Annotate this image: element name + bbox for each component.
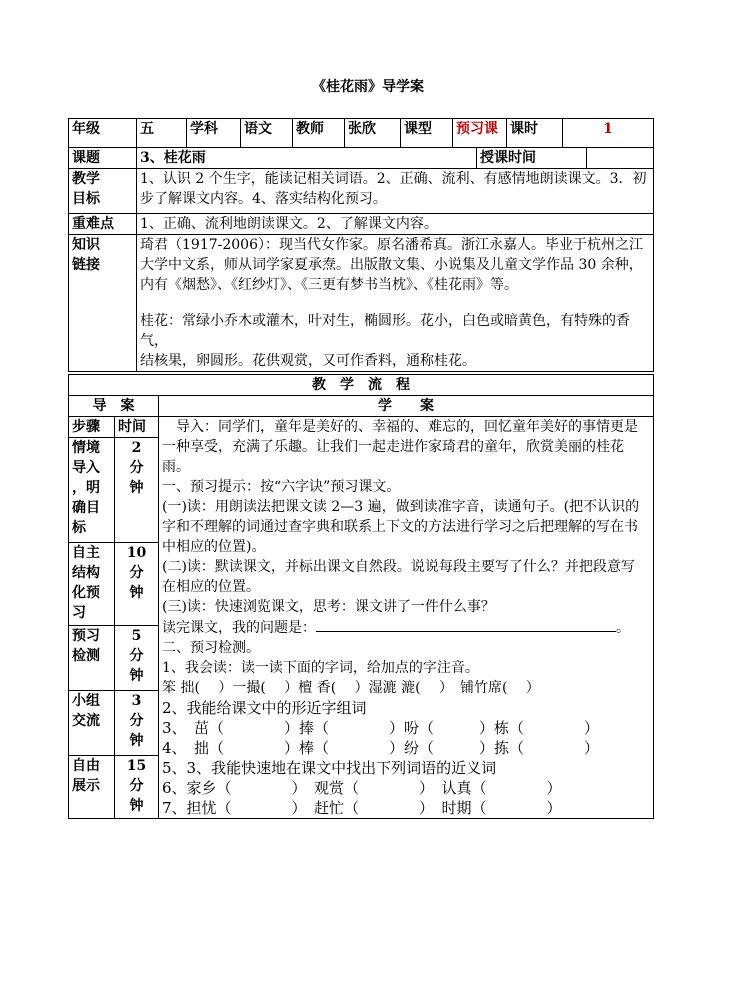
type-label: 课型 [401,119,453,148]
goals-label: 教学 目标 [69,169,137,214]
flow-title: 教 学 流 程 [69,375,654,396]
knowledge-text: 琦君（1917-2006）：现当代女作家。原名潘希真。浙江永嘉人。毕业于杭州之江 大学中文系，师从词学家夏承焘。出版散文集、小说集及儿童文学作品 30 余种， 内有《烟愁》、《红纱灯》、《三更有梦书当枕》、《桂花雨》等。 桂花：常绿小乔木或灌木，叶对生，椭圆形。花小，白色或暗黄色，有特殊的香气， 结核果，卵圆形。花供观赏，又可作香料，通称桂花。 [137,235,654,372]
step-time: 15 分 钟 [115,756,159,819]
study-header: 学 案 [159,396,654,417]
guide-header: 导 案 [69,396,159,417]
time-value [587,148,654,169]
hours-value: 1 [563,119,654,148]
time-label: 授课时间 [477,148,587,169]
step-time: 5 分 钟 [115,626,159,691]
step-header: 步骤 [69,417,115,438]
step-name: 预习 检测 [69,626,115,691]
teacher-value: 张欣 [345,119,401,148]
step-time: 3 分 钟 [115,691,159,756]
lesson-info-table [68,147,654,372]
goals-text: 1、认识 2 个生字，能读记相关词语。2、正确、流利、有感情地朗读课文。3．初 步了解课文内容。4、落实结构化预习。 [137,169,654,214]
step-name: 自由 展示 [69,756,115,819]
subject-label: 学科 [187,119,241,148]
time-header: 时间 [115,417,159,438]
subject-value: 语文 [241,119,293,148]
key-label: 重难点 [69,214,137,235]
knowledge-label: 知识 链接 [69,235,137,372]
step-name: 自主 结构 化预 习 [69,543,115,626]
key-text: 1、正确、流利地朗读课文。2、了解课文内容。 [137,214,654,235]
grade-label: 年级 [69,119,137,148]
info-table [68,118,654,148]
topic-value: 3、桂花雨 [137,148,477,169]
step-time: 2 分 钟 [115,438,159,543]
step-time: 10 分 钟 [115,543,159,626]
step-name: 情境 导入 ，明 确目 标 [69,438,115,543]
hours-label: 课时 [507,119,563,148]
study-content: 导入：同学们，童年是美好的、幸福的、难忘的，回忆童年美好的事情更是 一种享受，充满了乐趣。让我们一起走进作家琦君的童年，欣赏美丽的桂花雨。 一、预习提示：按“六字诀”预习课文。 (一)读：用朗读法把课文读 2—3 遍，做到读准字音，读通句子。(把不认识的 字和不理解的词通过查字典和联系上下文的方法进行学习之后把理解的写在书 中相应的位置)。 (二)读：默读课文，并标出课文自然段。说说每段主要写了什么？并把段意写 在相应的位置。 (三)读：快速浏览课文，思考：课文讲了一件什么事？ 读完课文，我的问题是： 。 二、预习检测。 1、我会读：读一读下面的字词，给加点的字注音。 笨 拙( ）一撮( ）檀 香( ）湿漉 漉( ） 铺竹席( ） 2、我能给课文中的形近字组词 3、 茁（ ）捧（ ）吩（ ）栋（ ） 4、 拙（ ）棒（ ）纷（ ）拣（ ） 5、3、我能快速地在课文中找出下列词语的近义词 6、家乡（ ） 观赏（ ） 认真（ ） 7、担忧（ ） 赶忙（ ） 时期（ ） [159,417,654,819]
type-value: 预习课 [453,119,507,148]
flow-table [68,374,654,819]
step-name: 小组 交流 [69,691,115,756]
teacher-label: 教师 [293,119,345,148]
grade-value: 五 [137,119,187,148]
topic-label: 课题 [69,148,137,169]
page-title: 《桂花雨》导学案 [312,79,424,95]
